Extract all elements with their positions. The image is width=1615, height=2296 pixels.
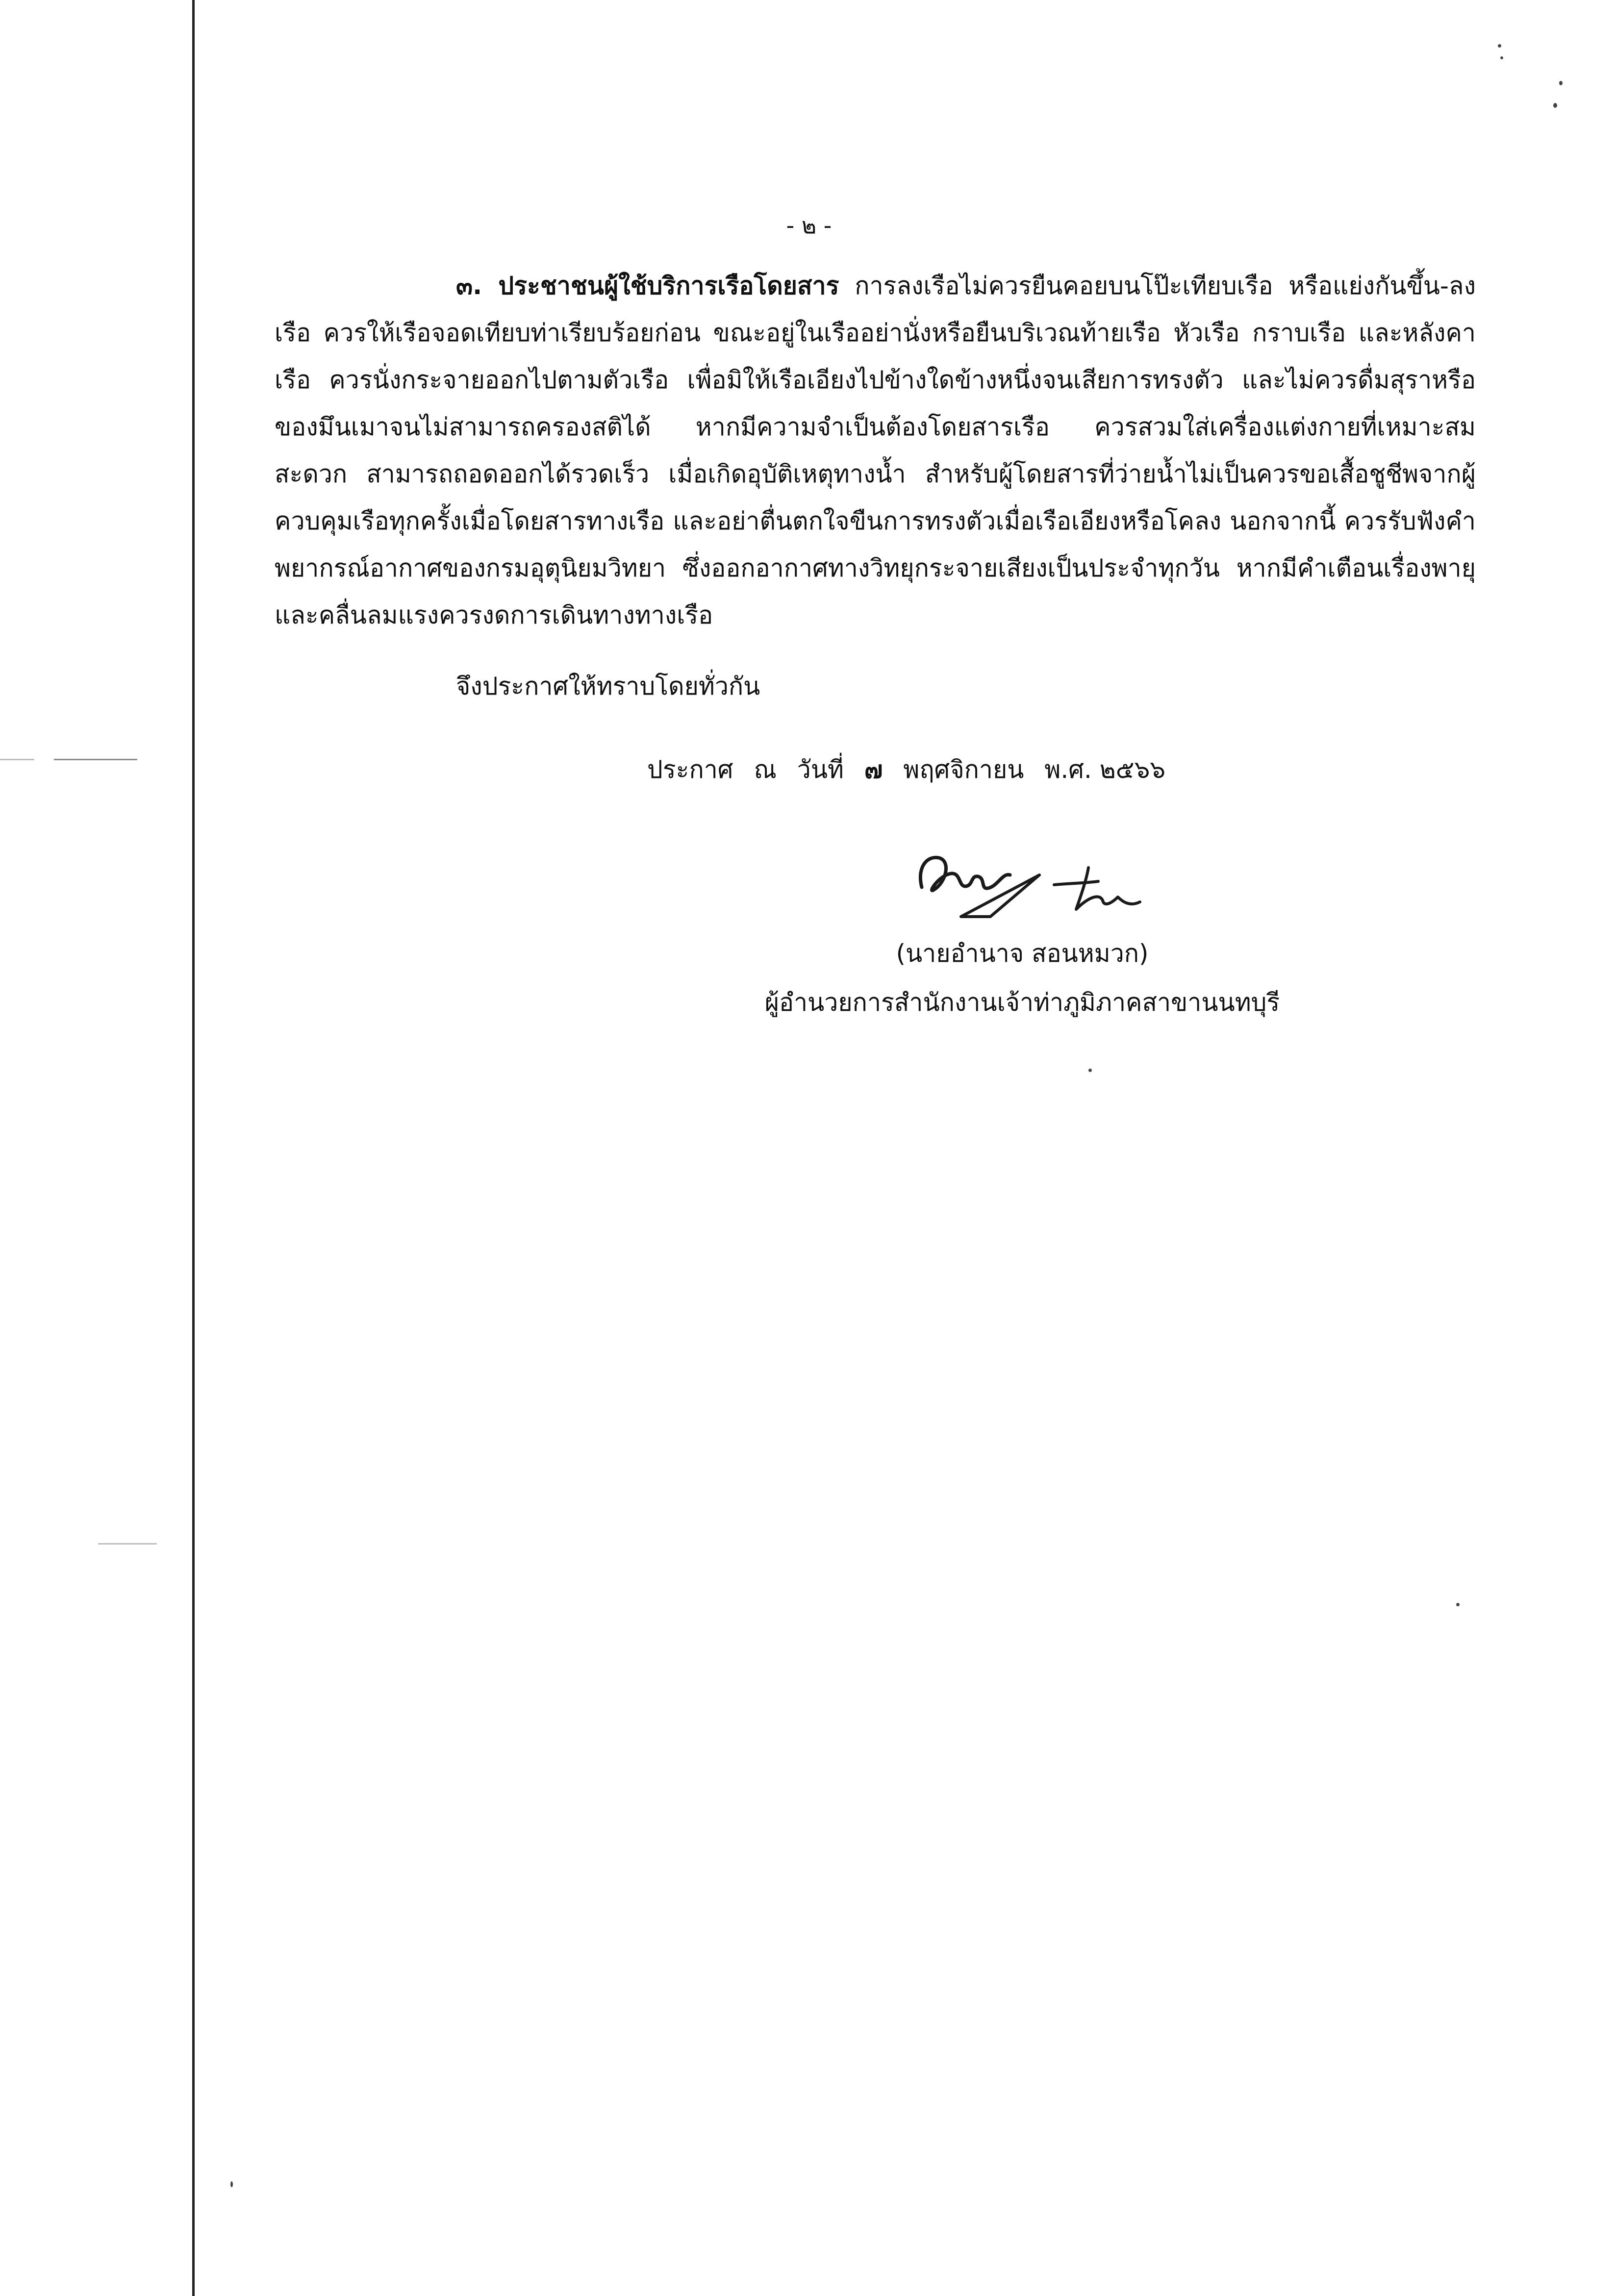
date-prefix: ประกาศ [647,755,733,784]
binding-margin-line [192,0,195,2296]
scan-artifact-line [54,759,137,760]
date-at: ณ [754,755,777,784]
page-number: - ๒ - [786,212,832,239]
date-month: พฤศจิกายน [903,755,1024,784]
paragraph-text: การลงเรือไม่ควรยืนคอยบนโป๊ะเทียบเรือ หรือแย่งกันขึ้น-ลงเรือ ควรให้เรือจอดเทียบท่าเรียบร้อยก่อน ขณะอยู่ในเรืออย่านั่งหรือยืนบริเวณท้ายเรือ หัวเรือ กราบเรือ และหลังคาเรือ ควรนั่งกระจายออกไปตามตัวเรือ เพื่อมิให้เรือเอียงไปข้างใดข้างหนึ่งจนเสียการทรงตัว และไม่ควรดื่มสุราหรือของมึนเมาจนไม่สามารถครองสติได้ หากมีความจำเป็นต้องโดยสารเรือ ควรสวมใส่เครื่องแต่งกายที่เหมาะสม สะดวก สามารถถอดออกได้รวดเร็ว เมื่อเกิดอุบัติเหตุทางน้ำ สำหรับผู้โดยสารที่ว่ายน้ำไม่เป็นควรขอเสื้อชูชีพจากผู้ควบคุมเรือทุกครั้งเมื่อโดยสารทางเรือ และอย่าตื่นตกใจขืนการทรงตัวเมื่อเรือเอียงหรือโคลง นอกจากนี้ ควรรับฟังคำพยากรณ์อากาศของกรมอุตุนิยมวิทยา ซึ่งออกอากาศทางวิทยุกระจายเสียงเป็นประจำทุกวัน หากมีคำเตือนเรื่องพายุและคลื่นลมแรงควรงดการเดินทางทางเรือ [275,272,1476,629]
signer-position: ผู้อำนวยการสำนักงานเจ้าท่าภูมิภาคสาขานนทบุรี [764,988,1280,1017]
scan-speck [1088,1069,1092,1072]
announcement-date [647,752,1178,787]
handwritten-signature [892,828,1167,936]
scan-speck [1498,44,1501,48]
scan-speck [1553,103,1557,108]
paragraph-3 [275,262,1476,639]
scan-speck [1456,1603,1460,1606]
scan-speck [230,2181,233,2187]
signer-name: (นายอำนาจ สอนหมวก) [896,939,1149,968]
date-year: พ.ศ. ๒๕๖๖ [1044,755,1166,784]
closing-statement: จึงประกาศให้ทราบโดยทั่วกัน [456,672,760,700]
date-day-label: วันที่ [797,755,844,784]
date-day: ๗ [864,755,883,784]
scan-artifact-line [0,759,34,760]
paragraph-heading: ๓. ประชาชนผู้ใช้บริการเรือโดยสาร [456,272,839,300]
scan-speck [1559,81,1563,85]
scan-speck [1500,56,1503,59]
scan-artifact-line [98,1543,157,1545]
